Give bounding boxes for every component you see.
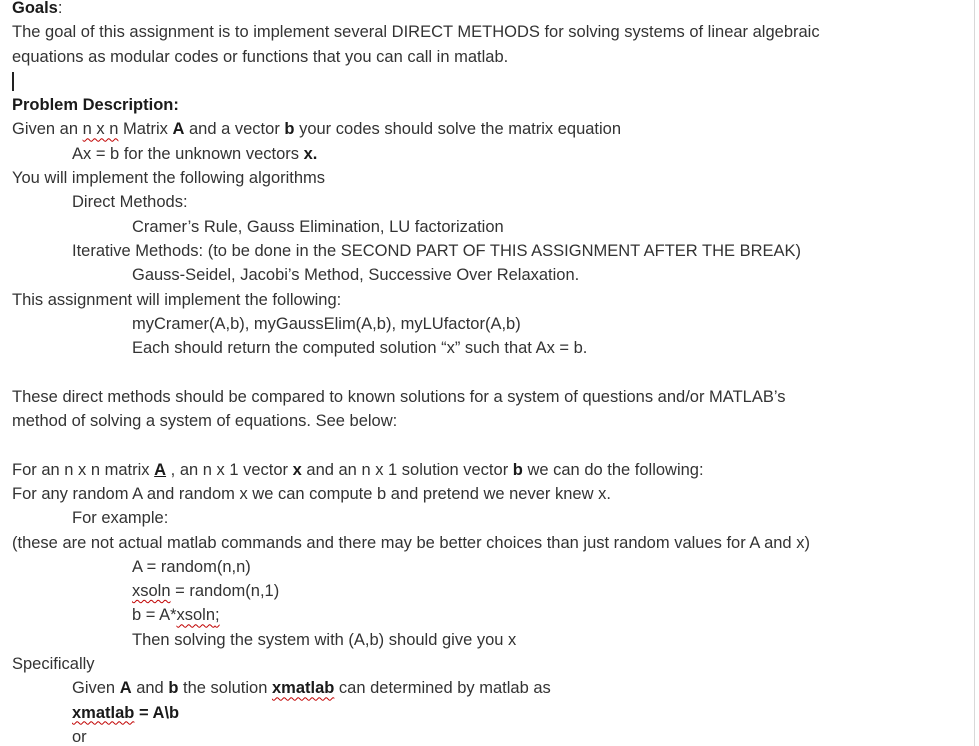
- matrix-a-underlined: A: [154, 460, 167, 479]
- vector-b: b: [284, 120, 295, 139]
- document-body[interactable]: [12, 0, 967, 746]
- code-line-3: [12, 603, 967, 627]
- eq-pre: Ax = b for the unknown vectors: [72, 144, 304, 163]
- for-pre: For an n x n matrix: [12, 460, 155, 479]
- direct-methods-list: Cramer’s Rule, Gauss Elimination, LU factorization: [132, 217, 504, 236]
- code2-rest: = random(n,1): [170, 582, 280, 601]
- xmatlab-cmd-var[interactable]: xmatlab: [72, 703, 135, 722]
- xsoln-var[interactable]: xsoln: [132, 582, 171, 601]
- code3-pre: b = A*: [132, 606, 177, 625]
- note-line: (these are not actual matlab commands and there may be better choices than just random values for A and x): [12, 533, 810, 552]
- blank-line: [12, 433, 967, 457]
- will-implement-line: This assignment will implement the following:: [12, 290, 342, 309]
- code3-post: ;: [215, 606, 220, 625]
- or-line: or: [72, 727, 87, 746]
- code-line-1: A = random(n,n): [132, 557, 251, 576]
- xsoln-var-2[interactable]: xsoln: [176, 606, 216, 625]
- goals-text-line-1: The goal of this assignment is to implement several DIRECT METHODS for solving systems of linear algebraic: [12, 23, 820, 42]
- blank-line: [12, 360, 967, 384]
- spec-post: can determined by matlab as: [334, 679, 551, 698]
- problem-given-line: [12, 117, 967, 141]
- solution-b: b: [512, 460, 523, 479]
- goals-text-line-2: equations as modular codes or functions that you can call in matlab.: [12, 47, 509, 66]
- xmatlab-text[interactable]: xmatlab: [271, 679, 335, 698]
- spec-sol: the solution: [178, 679, 272, 698]
- goals-colon: :: [57, 0, 63, 17]
- matlab-command-line: [12, 701, 967, 725]
- page-edge: [974, 0, 975, 746]
- matrix-a: A: [172, 120, 185, 139]
- code-line-2: [12, 579, 967, 603]
- iterative-methods-label: Iterative Methods: (to be done in the SECOND PART OF THIS ASSIGNMENT AFTER THE BREAK): [72, 241, 802, 260]
- compare-line-1: These direct methods should be compared to known solutions for a system of questions and/or MATLAB’s: [12, 387, 786, 406]
- given-mid: Matrix: [118, 120, 173, 139]
- direct-methods-label: Direct Methods:: [72, 193, 188, 212]
- spec-given-pre: Given: [72, 679, 120, 698]
- iterative-methods-list: Gauss-Seidel, Jacobi’s Method, Successive Over Relaxation.: [132, 266, 580, 285]
- given-post: your codes should solve the matrix equation: [294, 120, 622, 139]
- specifically-label: Specifically: [12, 655, 95, 674]
- cmd-rest: = A\b: [134, 703, 180, 722]
- implement-line: You will implement the following algorithms: [12, 169, 326, 188]
- cursor-line[interactable]: [12, 69, 967, 93]
- example-for-line: [12, 458, 967, 482]
- specifically-given-line: [12, 676, 967, 700]
- text-cursor: [12, 72, 14, 91]
- goals-heading: Goals: [12, 0, 58, 17]
- for-example-label: For example:: [72, 509, 169, 528]
- spec-b: b: [168, 679, 179, 698]
- spec-and: and: [131, 679, 169, 698]
- for-mid: , an n x 1 vector: [166, 460, 293, 479]
- spec-a: A: [119, 679, 132, 698]
- equation-line: [12, 142, 967, 166]
- goals-heading-line: [12, 0, 967, 20]
- then-line: Then solving the system with (A,b) should give you x: [132, 630, 517, 649]
- each-return-line: Each should return the computed solution “x” such that Ax = b.: [132, 339, 588, 358]
- vector-x: x: [292, 460, 302, 479]
- given-pre: Given an: [12, 120, 83, 139]
- for-mid2: and an n x 1 solution vector: [301, 460, 513, 479]
- compare-line-2: method of solving a system of equations. See below:: [12, 412, 398, 431]
- given-mid2: and a vector: [184, 120, 285, 139]
- problem-heading: Problem Description:: [12, 96, 179, 115]
- eq-x: x.: [303, 144, 318, 163]
- random-line: For any random A and random x we can compute b and pretend we never knew x.: [12, 484, 611, 503]
- functions-line: myCramer(A,b), myGaussElim(A,b), myLUfactor(A,b): [132, 314, 521, 333]
- for-post: we can do the following:: [522, 460, 704, 479]
- nxn-text[interactable]: n x n: [82, 120, 119, 139]
